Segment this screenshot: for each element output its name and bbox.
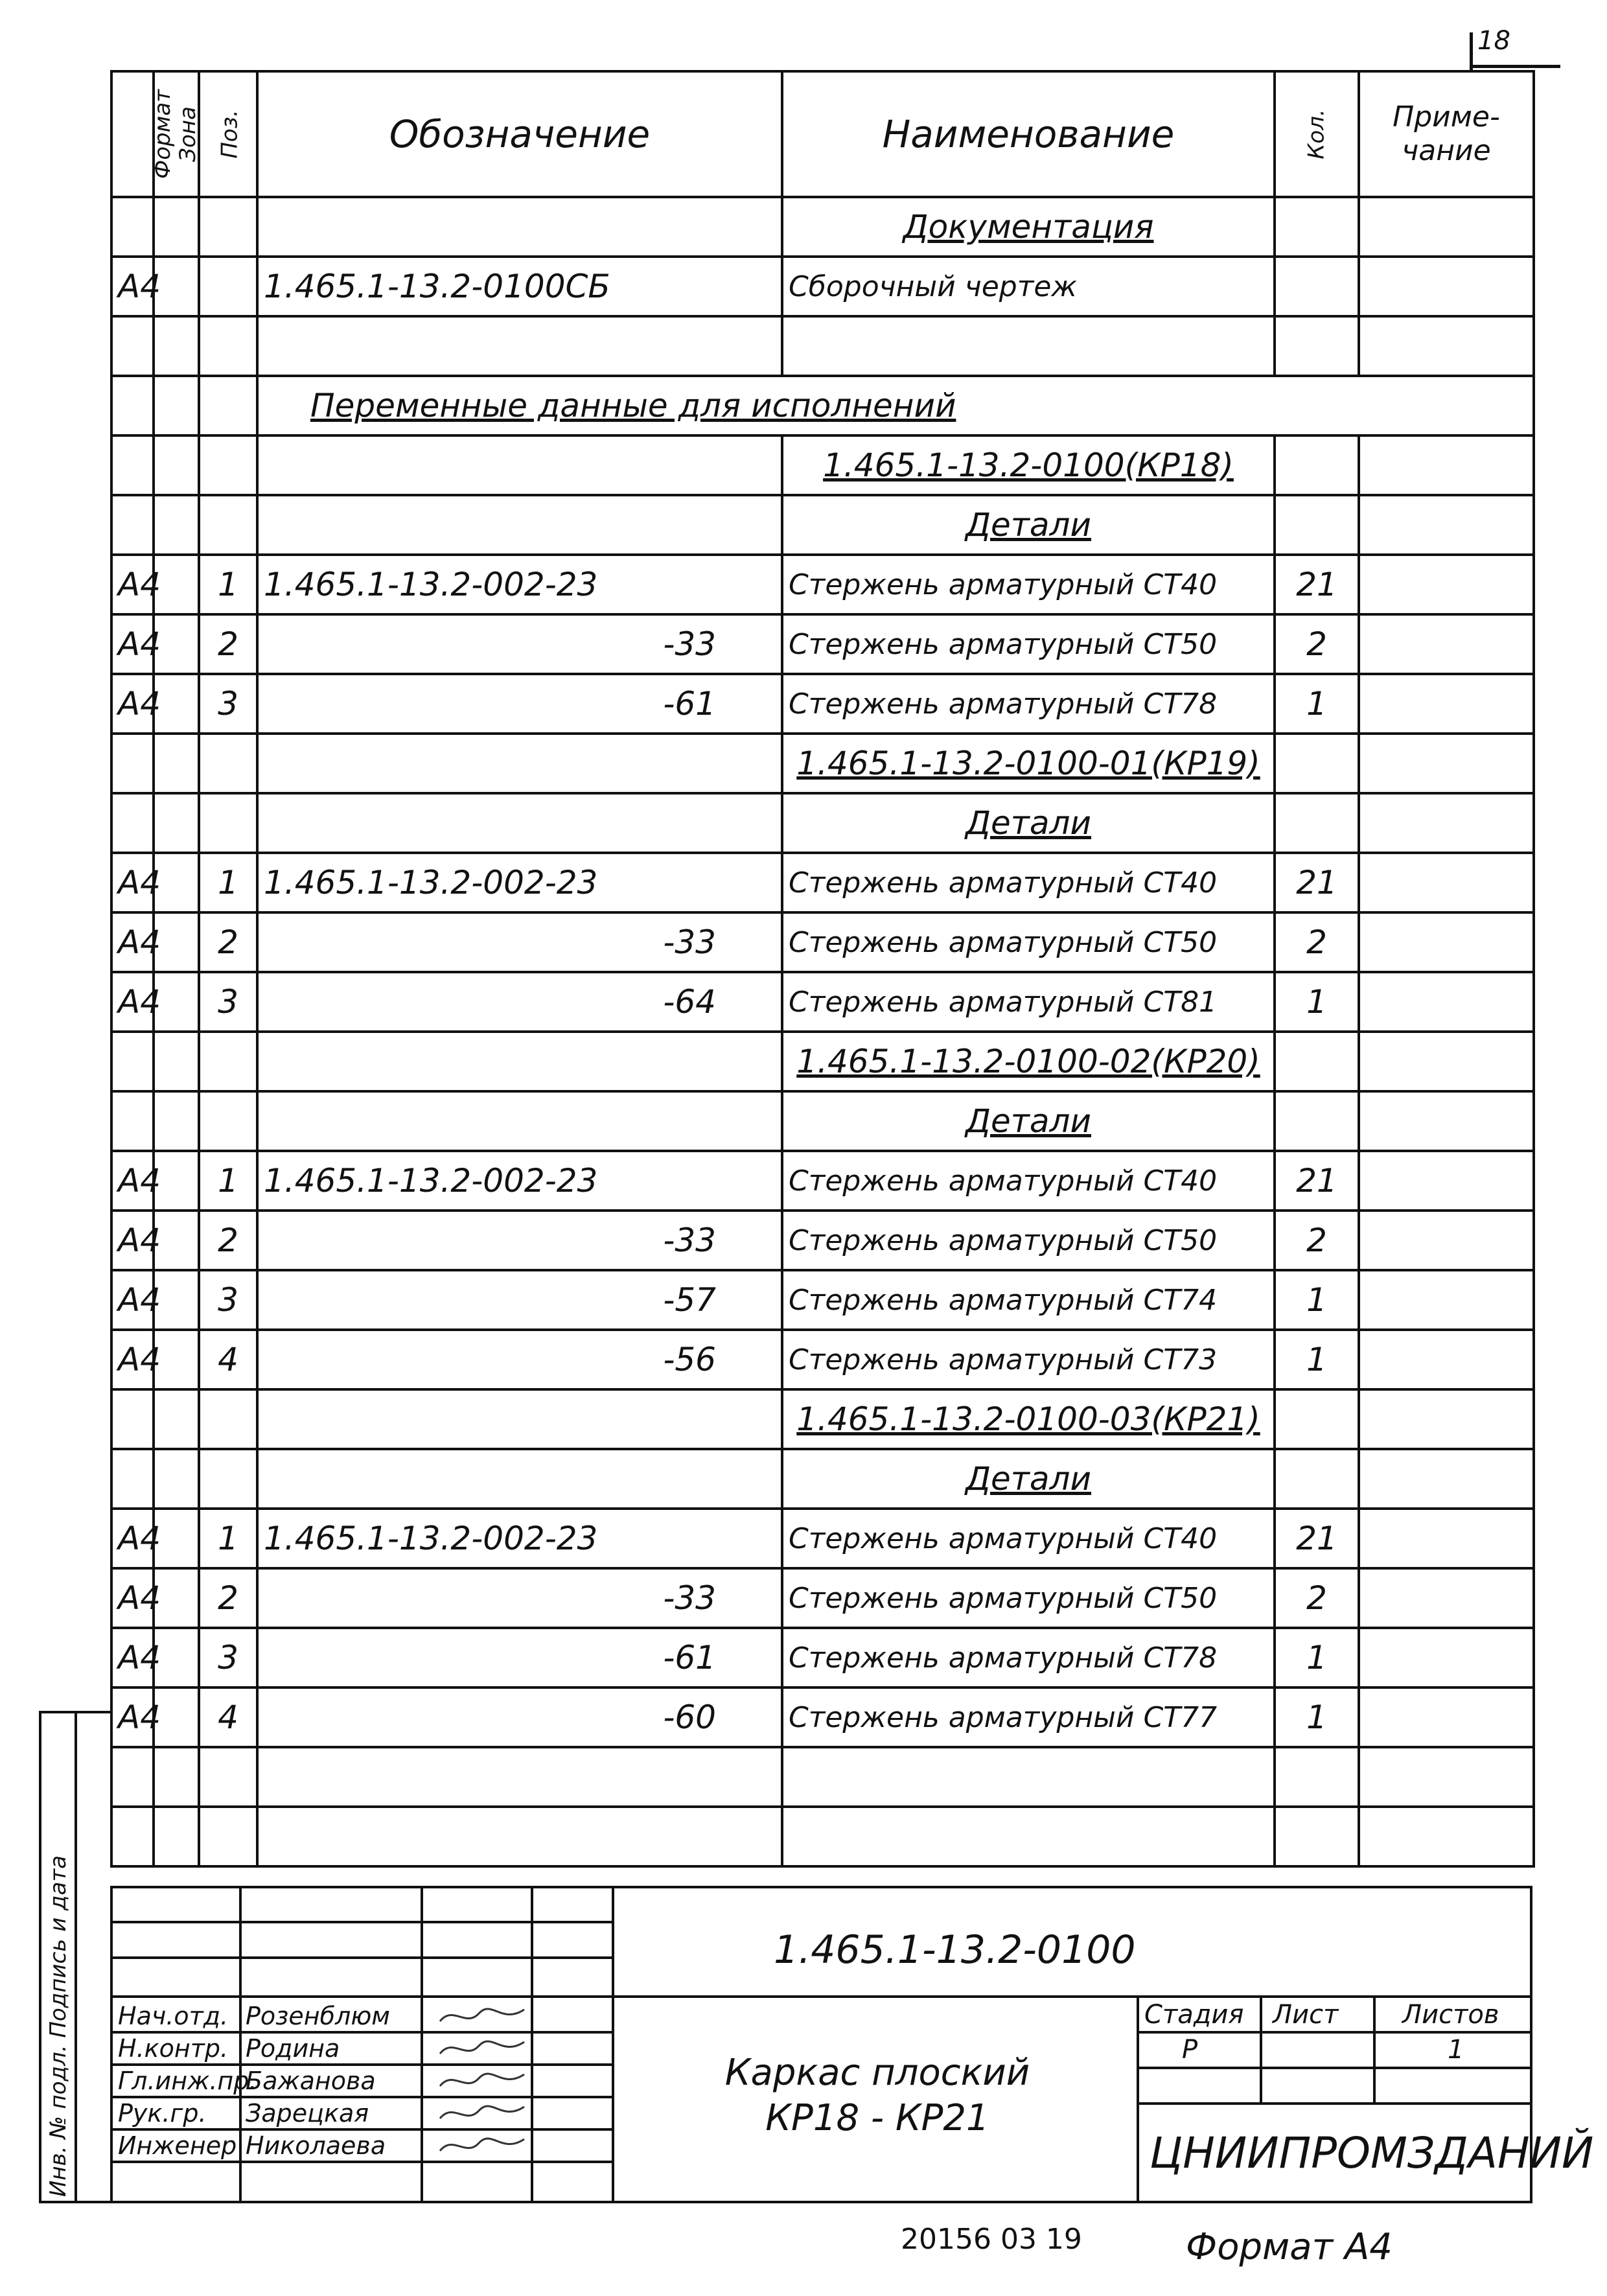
drawing-title-line1: Каркас плоский (724, 2052, 1030, 2094)
handwritten-signature (437, 2099, 527, 2134)
cell-designation: -33 (257, 1211, 782, 1270)
cell-designation: -60 (257, 1687, 782, 1747)
signature-role: Рук.гр. (118, 2099, 207, 2128)
cell-format: А4 (111, 1211, 154, 1270)
col-header-name: Наименование (782, 71, 1275, 197)
cell-name: Стержень арматурный СТ40 (782, 853, 1275, 912)
stage-label: Стадия (1144, 2000, 1244, 2030)
cell-designation: 1.465.1-13.2-0100СБ (257, 257, 782, 316)
cell-designation: -56 (257, 1330, 782, 1389)
table-row (111, 197, 1534, 257)
signature-name: Розенблюм (246, 2002, 390, 2030)
section-details: Детали (782, 1449, 1275, 1509)
cell-pos: 2 (199, 1568, 257, 1628)
table-row (111, 376, 1534, 435)
cell-pos: 2 (199, 614, 257, 674)
cell-designation: -61 (257, 1628, 782, 1687)
table-row (111, 257, 1534, 316)
handwritten-signature (437, 2131, 527, 2166)
cell-designation: 1.465.1-13.2-002-23 (257, 1509, 782, 1568)
col-header-pos: Поз. (199, 71, 257, 197)
cell-format: А4 (111, 1568, 154, 1628)
cell-name: Стержень арматурный СТ50 (782, 614, 1275, 674)
cell-pos: 1 (199, 1151, 257, 1211)
cell-designation: 1.465.1-13.2-002-23 (257, 853, 782, 912)
table-header-row (111, 71, 1534, 197)
cell-designation: 1.465.1-13.2-002-23 (257, 555, 782, 614)
signature-name: Бажанова (246, 2067, 376, 2095)
cell-pos: 3 (199, 972, 257, 1032)
signature-role: Нач.отд. (118, 2002, 229, 2030)
section-details: Детали (782, 793, 1275, 853)
cell-format: А4 (111, 614, 154, 674)
cell-designation: 1.465.1-13.2-002-23 (257, 1151, 782, 1211)
cell-pos: 1 (199, 1509, 257, 1568)
cell-qty: 21 (1275, 853, 1359, 912)
top-rule (1470, 65, 1560, 68)
details-heading-row (111, 793, 1534, 853)
variant-code: 1.465.1-13.2-0100-02(КР20) (782, 1032, 1275, 1091)
cell-name: Стержень арматурный СТ78 (782, 674, 1275, 734)
variant-code: 1.465.1-13.2-0100-01(КР19) (782, 734, 1275, 793)
cell-designation: -33 (257, 614, 782, 674)
margin-strip-text: Инв. № подл. Подпись и дата (45, 1855, 71, 2197)
signature-name: Зарецкая (246, 2099, 369, 2128)
cell-format: А4 (111, 674, 154, 734)
cell-pos: 3 (199, 1628, 257, 1687)
cell-format: А4 (111, 1151, 154, 1211)
variant-code-row (111, 435, 1534, 495)
col-header-zone: Зона (154, 71, 199, 197)
variant-code-row (111, 1389, 1534, 1449)
cell-pos: 1 (199, 555, 257, 614)
variant-code-row (111, 734, 1534, 793)
cell-pos: 3 (199, 1270, 257, 1330)
section-documentation: Документация (782, 197, 1275, 257)
cell-name: Стержень арматурный СТ73 (782, 1330, 1275, 1389)
section-details: Детали (782, 1091, 1275, 1151)
cell-qty: 1 (1275, 1270, 1359, 1330)
details-heading-row (111, 1091, 1534, 1151)
variant-code: 1.465.1-13.2-0100-03(КР21) (782, 1389, 1275, 1449)
cell-name: Стержень арматурный СТ74 (782, 1270, 1275, 1330)
cell-format: А4 (111, 1687, 154, 1747)
cell-pos: 3 (199, 674, 257, 734)
cell-qty: 1 (1275, 1330, 1359, 1389)
variant-code-row (111, 1032, 1534, 1091)
table-row (111, 912, 1534, 972)
handwritten-signature (437, 2067, 527, 2102)
cell-format: А4 (111, 1330, 154, 1389)
margin-strip-divider (75, 1711, 77, 2203)
table-row (111, 1568, 1534, 1628)
variant-code: 1.465.1-13.2-0100(КР18) (782, 435, 1275, 495)
cell-qty: 1 (1275, 1628, 1359, 1687)
cell-format: А4 (111, 853, 154, 912)
sheets-label: Листов (1402, 2000, 1499, 2030)
cell-name: Стержень арматурный СТ50 (782, 1211, 1275, 1270)
signature-name: Родина (246, 2034, 340, 2063)
details-heading-row (111, 495, 1534, 555)
sheets-value: 1 (1448, 2035, 1464, 2065)
title-block (110, 1886, 1594, 2203)
table-row (111, 1628, 1534, 1687)
cell-format: А4 (111, 555, 154, 614)
cell-pos: 4 (199, 1330, 257, 1389)
drawing-title (638, 2050, 1117, 2141)
cell-designation: -61 (257, 674, 782, 734)
cell-name: Сборочный чертеж (782, 257, 1275, 316)
cell-qty: 1 (1275, 674, 1359, 734)
cell-format: А4 (111, 912, 154, 972)
col-header-designation: Обозначение (257, 71, 782, 197)
cell-name: Стержень арматурный СТ40 (782, 1151, 1275, 1211)
table-row (111, 1211, 1534, 1270)
drawing-title-line2: КР18 - КР21 (765, 2097, 989, 2139)
sheet-number: 18 (1477, 26, 1510, 56)
organization-name: ЦНИИПРОМЗДАНИЙ (1150, 2128, 1594, 2178)
cell-qty: 21 (1275, 555, 1359, 614)
cell-name: Стержень арматурный СТ40 (782, 1509, 1275, 1568)
format-label: Формат А4 (1186, 2226, 1393, 2268)
table-row (111, 316, 1534, 376)
cell-format: А4 (111, 1270, 154, 1330)
cell-pos: 4 (199, 1687, 257, 1747)
handwritten-signature (437, 2034, 527, 2069)
cell-pos: 2 (199, 1211, 257, 1270)
cell-format: А4 (111, 1628, 154, 1687)
details-heading-row (111, 1449, 1534, 1509)
table-row (111, 1330, 1534, 1389)
cell-qty: 2 (1275, 614, 1359, 674)
table-row (111, 614, 1534, 674)
table-row (111, 1151, 1534, 1211)
table-row (111, 853, 1534, 912)
signature-role: Гл.инж.пр. (118, 2067, 257, 2095)
col-header-qty: Кол. (1275, 71, 1359, 197)
table-row (111, 1807, 1534, 1866)
section-details: Детали (782, 495, 1275, 555)
table-row (111, 1509, 1534, 1568)
cell-designation: -33 (257, 912, 782, 972)
cell-qty: 2 (1275, 912, 1359, 972)
table-row (111, 972, 1534, 1032)
cell-qty: 21 (1275, 1151, 1359, 1211)
cell-designation: -57 (257, 1270, 782, 1330)
table-row (111, 1747, 1534, 1807)
section-variable-data: Переменные данные для исполнений (257, 376, 1534, 435)
sheet-label: Лист (1273, 2000, 1339, 2030)
doc-code: 1.465.1-13.2-0100 (774, 1927, 1136, 1973)
bottom-stamp-number: 20156 03 19 (901, 2223, 1082, 2256)
col-header-note: Приме-чание (1359, 71, 1534, 197)
table-row (111, 1270, 1534, 1330)
table-row (111, 1687, 1534, 1747)
cell-name: Стержень арматурный СТ81 (782, 972, 1275, 1032)
cell-designation: -33 (257, 1568, 782, 1628)
stage-value: Р (1182, 2035, 1198, 2065)
handwritten-signature (437, 2002, 527, 2037)
specification-table (110, 70, 1532, 1868)
cell-name: Стержень арматурный СТ40 (782, 555, 1275, 614)
cell-format: А4 (111, 972, 154, 1032)
table-row (111, 674, 1534, 734)
col-header-format: Формат (111, 71, 154, 197)
cell-name: Стержень арматурный СТ77 (782, 1687, 1275, 1747)
signature-name: Николаева (246, 2131, 386, 2160)
cell-designation: -64 (257, 972, 782, 1032)
cell-name: Стержень арматурный СТ50 (782, 912, 1275, 972)
table-row (111, 555, 1534, 614)
cell-name: Стержень арматурный СТ78 (782, 1628, 1275, 1687)
cell-format: А4 (111, 257, 154, 316)
signature-role: Н.контр. (118, 2034, 229, 2063)
cell-pos: 2 (199, 912, 257, 972)
cell-qty: 1 (1275, 1687, 1359, 1747)
cell-pos: 1 (199, 853, 257, 912)
cell-name: Стержень арматурный СТ50 (782, 1568, 1275, 1628)
variants-body (111, 435, 1534, 1747)
cell-qty: 2 (1275, 1568, 1359, 1628)
signature-role: Инженер (118, 2131, 237, 2160)
cell-qty: 2 (1275, 1211, 1359, 1270)
cell-qty: 21 (1275, 1509, 1359, 1568)
cell-format: А4 (111, 1509, 154, 1568)
cell-qty: 1 (1275, 972, 1359, 1032)
